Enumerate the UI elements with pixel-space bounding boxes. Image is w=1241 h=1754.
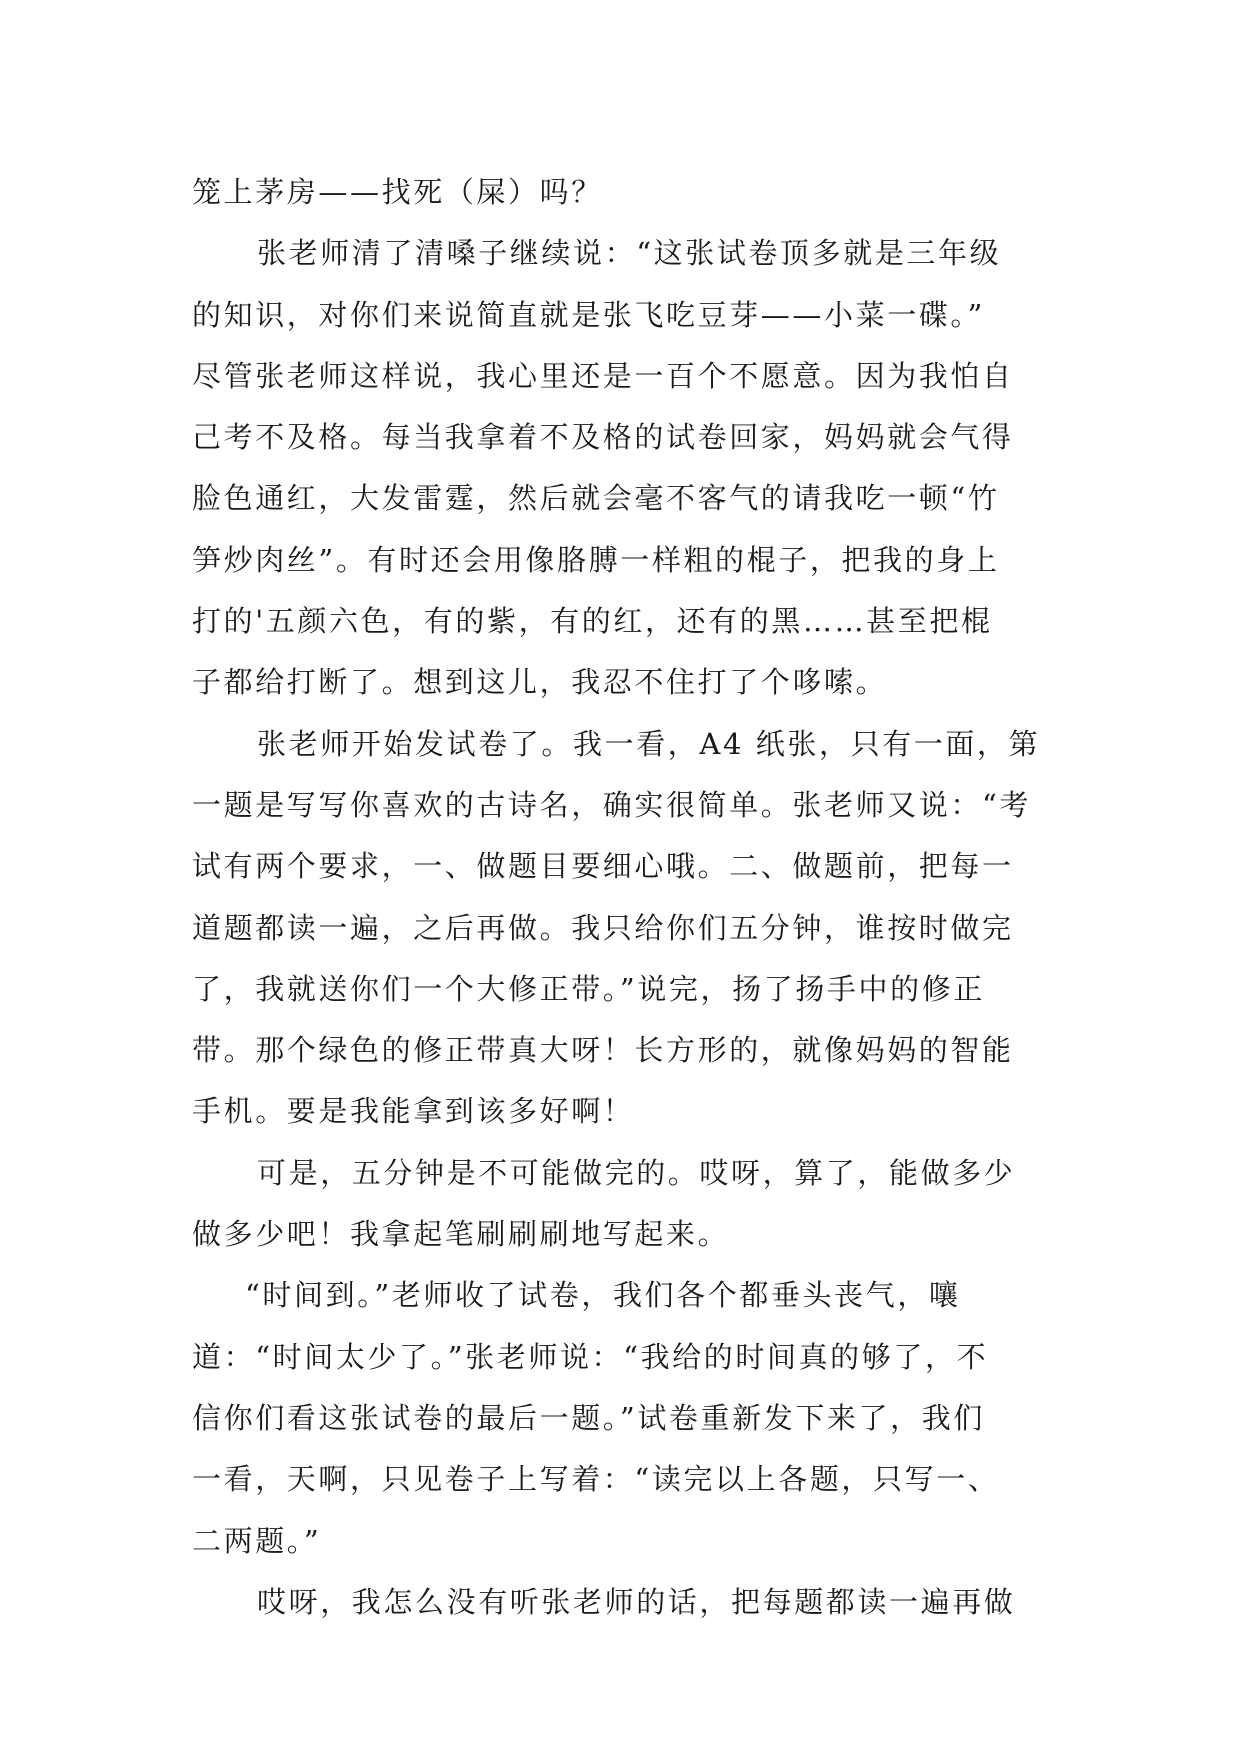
text-line: 笋炒肉丝”。有时还会用像胳膊一样粗的棍子，把我的身上 — [192, 542, 1000, 577]
text-line: 一题是写写你喜欢的古诗名，确实很简单。张老师又说：“考 — [192, 787, 1032, 822]
text-line: 做多少吧！我拿起笔刷刷刷地写起来。 — [192, 1217, 730, 1252]
text-line: 了，我就送你们一个大修正带。”说完，扬了扬手中的修正 — [192, 971, 985, 1006]
text-line: 二两题。” — [192, 1523, 322, 1558]
text-line: 张老师开始发试卷了。我一看，A4 纸张，只有一面，第 — [257, 726, 1041, 761]
text-line: 尽管张老师这样说，我心里还是一百个不愿意。因为我怕自 — [192, 358, 1014, 393]
text-line: 道题都读一遍，之后再做。我只给你们五分钟，谁按时做完 — [192, 910, 1014, 945]
text-line: 哎呀，我怎么没有听张老师的话，把每题都读一遍再做 — [257, 1584, 1016, 1619]
text-line: “时间到。”老师收了试卷，我们各个都垂头丧气，嚷 — [245, 1278, 961, 1313]
body-text — [0, 162, 1241, 1633]
text-line: 一看，天啊，只见卷子上写着：“读完以上各题，只写一、 — [192, 1462, 1000, 1497]
text-line: 张老师清了清嗓子继续说：“这张试卷顶多就是三年级 — [257, 236, 1002, 271]
text-line: 手机。要是我能拿到该多好啊！ — [192, 1094, 635, 1129]
text-line: 打的'五颜六色，有的紫，有的红，还有的黑……甚至把棍 — [192, 604, 993, 639]
text-line: 己考不及格。每当我拿着不及格的试卷回家，妈妈就会气得 — [192, 420, 1014, 455]
text-line: 道：“时间太少了。”张老师说：“我给的时间真的够了，不 — [192, 1339, 989, 1374]
text-line: 子都给打断了。想到这儿，我忍不住打了个哆嗦。 — [192, 665, 888, 700]
text-line: 带。那个绿色的修正带真大呀！长方形的，就像妈妈的智能 — [192, 1033, 1014, 1068]
text-line: 信你们看这张试卷的最后一题。”试卷重新发下来了，我们 — [192, 1400, 985, 1435]
text-line: 的知识，对你们来说简直就是张飞吃豆芽——小菜一碟。” — [192, 297, 985, 332]
text-line: 笼上茅房——找死（屎）吗？ — [192, 175, 603, 209]
text-line: 可是，五分钟是不可能做完的。哎呀，算了，能做多少 — [257, 1155, 1016, 1190]
text-line: 脸色通红，大发雷霆，然后就会毫不客气的请我吃一顿“竹 — [192, 481, 1000, 516]
text-line: 试有两个要求，一、做题目要细心哦。二、做题前，把每一 — [192, 849, 1014, 884]
